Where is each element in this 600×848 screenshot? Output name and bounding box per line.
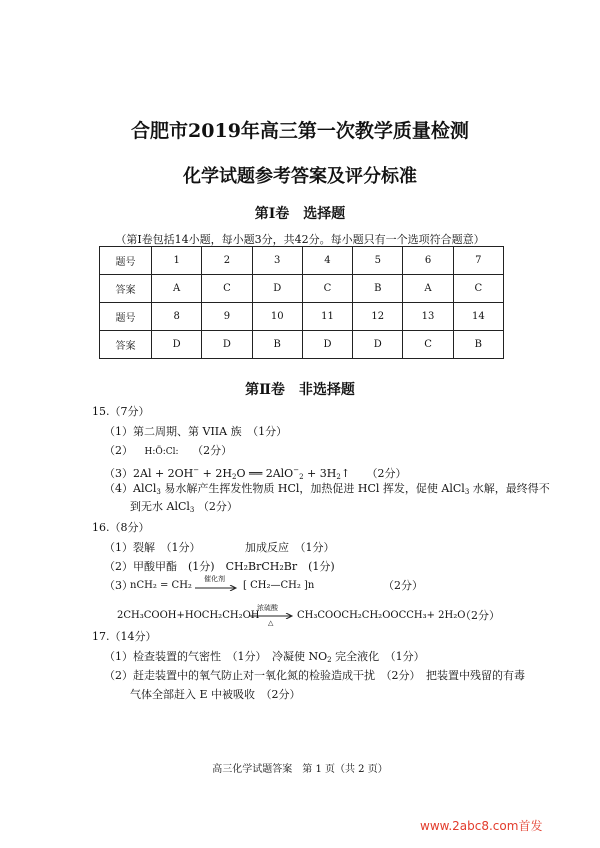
- eq-part: （3）2Al + 2OH: [104, 467, 194, 480]
- q15-head: 15.（7分）: [92, 405, 150, 418]
- acid-catalyst-label: 浓硫酸: [257, 604, 278, 612]
- eq-part: O ══ 2AlO: [236, 467, 294, 480]
- table-cell: B: [453, 331, 503, 359]
- text-part: 易水解产生挥发性物质 HCl，加热促进 HCl 挥发，促使 AlCl: [160, 482, 465, 495]
- q16-line1a: （1）裂解 （1分）: [104, 541, 201, 554]
- q17-line2: （2）赶走装置中的氧气防止对一氧化氮的检验造成干扰 （2分） 把装置中残留的有毒: [104, 669, 525, 682]
- q15-l2-num: （2）: [104, 444, 133, 457]
- table-cell: 3: [252, 247, 302, 275]
- table-cell: 13: [403, 303, 453, 331]
- catalyst-label: 催化剂: [204, 575, 225, 583]
- q16-l4-score: （2分）: [460, 609, 500, 622]
- q15-line5: 到无水 AlCl$_3$ （2分）: [130, 500, 238, 514]
- answer-table: [99, 246, 504, 359]
- table-row: [100, 331, 504, 359]
- part1-heading: [0, 203, 600, 223]
- q15-l5-score: （2分）: [197, 500, 238, 513]
- table-cell: 11: [302, 303, 352, 331]
- part1-heading-label: 第Ⅰ卷: [254, 206, 290, 222]
- row-label-answer: 答案: [100, 331, 152, 359]
- table-cell: D: [152, 331, 202, 359]
- table-cell: 6: [403, 247, 453, 275]
- table-cell: A: [152, 275, 202, 303]
- part1-note: （第Ⅰ卷包括14小题，每小题3分，共42分。每小题只有一个选项符合题意）: [115, 233, 485, 246]
- ester-reactants: 2CH₃COOH+HOCH₂CH₂OH: [117, 610, 260, 621]
- table-row: [100, 275, 504, 303]
- q15-l2-score: （2分）: [192, 444, 233, 457]
- table-cell: 9: [202, 303, 252, 331]
- table-cell: B: [353, 275, 403, 303]
- text-part: 到无水 AlCl: [130, 500, 190, 513]
- text-part: 完全液化 （1分）: [331, 650, 425, 663]
- q15-line4: （4）AlCl$_3$ 易水解产生挥发性物质 HCl，加热促进 HCl 挥发，促使 AlCl$_3$ 水解，最终得不: [104, 482, 550, 496]
- row-label-question: 题号: [100, 303, 152, 331]
- q17-line3: 气体全部赶入 E 中被吸收 （2分）: [130, 688, 301, 701]
- table-cell: D: [353, 331, 403, 359]
- table-cell: 4: [302, 247, 352, 275]
- q15-line1: （1）第二周期、第 VIIA 族 （1分）: [104, 425, 288, 438]
- text-part: 水解，最终得不: [469, 482, 550, 495]
- q17-line1: （1）检查装置的气密性 （1分） 冷凝使 $NO_2$ 完全液化 （1分）: [104, 650, 425, 664]
- table-cell: 14: [453, 303, 503, 331]
- ester-products: CH₃COOCH₂CH₂OOCCH₃+ 2H₂O: [297, 610, 466, 621]
- watermark: www.2abc8.com首发: [420, 819, 543, 833]
- eq-part: + 3H: [303, 467, 337, 480]
- reaction-arrow: [195, 585, 239, 591]
- text-part: （1）检查装置的气密性 （1分） 冷凝使 NO: [104, 650, 328, 663]
- electron-formula: H:Ö:Cl:: [144, 447, 179, 457]
- table-cell: 1: [152, 247, 202, 275]
- table-cell: C: [302, 275, 352, 303]
- table-cell: 2: [202, 247, 252, 275]
- table-cell: 8: [152, 303, 202, 331]
- page-footer: 高三化学试题答案 第 1 页（共 2 页）: [212, 764, 388, 775]
- polymer-product: [ CH₂—CH₂ ]n: [243, 580, 315, 591]
- table-row: [100, 247, 504, 275]
- table-cell: D: [302, 331, 352, 359]
- table-cell: C: [403, 331, 453, 359]
- table-cell: D: [252, 275, 302, 303]
- q16-line1b: 加成反应 （1分）: [245, 541, 335, 554]
- table-cell: C: [202, 275, 252, 303]
- part1-heading-title: 选择题: [303, 206, 346, 222]
- q16-l3-score: （2分）: [383, 579, 423, 592]
- part2-heading-label: 第Ⅱ卷: [245, 382, 285, 398]
- page-subtitle: 化学试题参考答案及评分标准: [183, 166, 417, 187]
- row-label-answer: 答案: [100, 275, 152, 303]
- table-cell: 12: [353, 303, 403, 331]
- table-cell: 10: [252, 303, 302, 331]
- q16-num3: （3）: [104, 579, 133, 592]
- polymer-reactant: nCH₂ = CH₂: [130, 580, 192, 591]
- table-cell: A: [403, 275, 453, 303]
- q16-line2: （2）甲酸甲酯 (1分) CH₂BrCH₂Br (1分): [104, 560, 335, 573]
- page-title: 合肥市2019年高三第一次教学质量检测: [131, 120, 469, 142]
- table-cell: D: [202, 331, 252, 359]
- eq-part: + 2H: [199, 467, 232, 480]
- text-part: （4）AlCl: [104, 482, 157, 495]
- q16-head: 16.（8分）: [92, 521, 150, 534]
- heat-symbol: △: [268, 619, 274, 627]
- table-cell: 7: [453, 247, 503, 275]
- row-label-question: 题号: [100, 247, 152, 275]
- table-row: [100, 303, 504, 331]
- part2-heading: [0, 379, 600, 399]
- q17-head: 17.（14分）: [92, 630, 157, 643]
- q15-line2: [104, 444, 232, 459]
- table-cell: C: [453, 275, 503, 303]
- eq-part: ↑ （2分）: [340, 467, 407, 480]
- part2-heading-title: 非选择题: [298, 382, 355, 398]
- table-cell: B: [252, 331, 302, 359]
- q15-line3: $(3)2Al + 2OH^- + 2H_2O$ ══ $2AlO^-_2 + 3H_2↑$ （2分）: [104, 466, 407, 481]
- table-cell: 5: [353, 247, 403, 275]
